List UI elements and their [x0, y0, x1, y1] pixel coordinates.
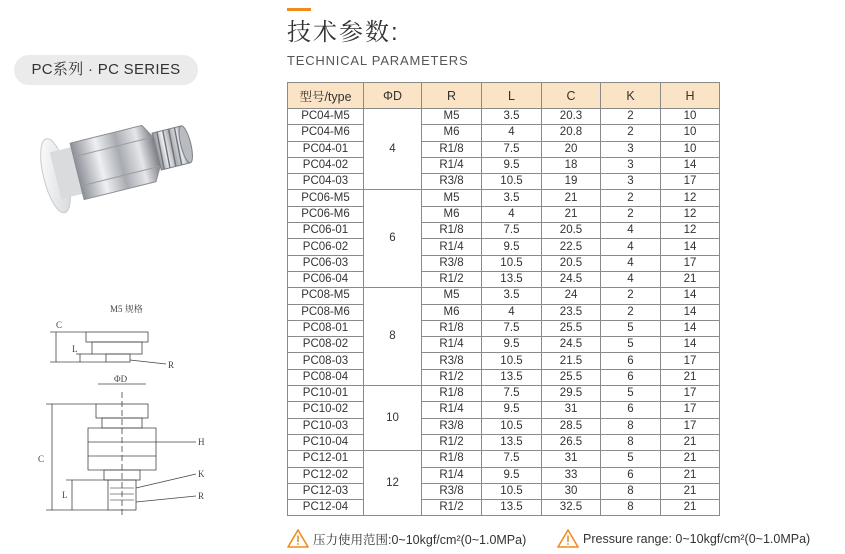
cell-c: 32.5: [542, 500, 601, 516]
cell-c: 24: [542, 288, 601, 304]
cell-model: PC04-M5: [288, 109, 364, 125]
cell-l: 10.5: [482, 255, 542, 271]
cell-h: 14: [661, 337, 720, 353]
cell-l: 4: [482, 206, 542, 222]
cell-diameter: 12: [364, 451, 422, 516]
cell-h: 21: [661, 369, 720, 385]
cell-c: 20.8: [542, 125, 601, 141]
cell-c: 29.5: [542, 386, 601, 402]
cell-model: PC06-04: [288, 271, 364, 287]
cell-h: 10: [661, 141, 720, 157]
cell-l: 9.5: [482, 467, 542, 483]
header-h: H: [661, 83, 720, 109]
cell-r: M6: [422, 206, 482, 222]
table-row: [288, 402, 720, 418]
cell-c: 28.5: [542, 418, 601, 434]
dim-d: ΦD: [114, 374, 128, 384]
cell-k: 5: [601, 320, 661, 336]
cell-l: 9.5: [482, 402, 542, 418]
cell-h: 21: [661, 467, 720, 483]
cell-r: R3/8: [422, 353, 482, 369]
cell-c: 20.3: [542, 109, 601, 125]
cell-model: PC06-M5: [288, 190, 364, 206]
cell-r: M5: [422, 288, 482, 304]
cell-c: 22.5: [542, 239, 601, 255]
cell-h: 14: [661, 288, 720, 304]
cell-k: 3: [601, 141, 661, 157]
cell-k: 2: [601, 190, 661, 206]
cell-c: 33: [542, 467, 601, 483]
cell-r: R1/2: [422, 500, 482, 516]
cell-r: R1/2: [422, 271, 482, 287]
cell-k: 4: [601, 239, 661, 255]
page-title: 技术参数:: [287, 19, 400, 46]
cell-l: 4: [482, 125, 542, 141]
cell-c: 21: [542, 206, 601, 222]
cell-h: 21: [661, 451, 720, 467]
cell-k: 2: [601, 206, 661, 222]
cell-model: PC10-03: [288, 418, 364, 434]
dim-c-top: C: [56, 320, 63, 330]
cell-h: 10: [661, 125, 720, 141]
dim-l-main: L: [62, 490, 68, 500]
cell-h: 14: [661, 239, 720, 255]
cell-l: 13.5: [482, 271, 542, 287]
cell-r: R1/8: [422, 141, 482, 157]
cell-k: 2: [601, 288, 661, 304]
table-row: [288, 320, 720, 336]
cell-h: 17: [661, 386, 720, 402]
pressure-note-cn-text: 压力使用范围:0~10kgf/cm²(0~1.0MPa): [313, 532, 527, 547]
header-r: R: [422, 83, 482, 109]
cell-model: PC04-02: [288, 157, 364, 173]
table-row: [288, 337, 720, 353]
cell-l: 7.5: [482, 141, 542, 157]
table-row: [288, 109, 720, 125]
cell-k: 8: [601, 483, 661, 499]
cell-c: 23.5: [542, 304, 601, 320]
cell-l: 13.5: [482, 500, 542, 516]
cell-k: 5: [601, 337, 661, 353]
table-body: [288, 109, 720, 516]
cell-r: R1/4: [422, 337, 482, 353]
table-row: [288, 369, 720, 385]
cell-k: 2: [601, 304, 661, 320]
cell-k: 8: [601, 418, 661, 434]
cell-r: R1/4: [422, 157, 482, 173]
cell-h: 12: [661, 223, 720, 239]
cell-c: 24.5: [542, 337, 601, 353]
table-row: [288, 451, 720, 467]
table-row: [288, 125, 720, 141]
cell-l: 10.5: [482, 418, 542, 434]
cell-r: R1/4: [422, 467, 482, 483]
cell-l: 4: [482, 304, 542, 320]
cell-h: 17: [661, 353, 720, 369]
cell-k: 4: [601, 255, 661, 271]
cell-l: 9.5: [482, 239, 542, 255]
cell-model: PC08-M5: [288, 288, 364, 304]
pressure-note-en-text: Pressure range: 0~10kgf/cm²(0~1.0MPa): [583, 531, 811, 546]
cell-c: 31: [542, 402, 601, 418]
cell-r: M6: [422, 304, 482, 320]
cell-k: 6: [601, 467, 661, 483]
header-k: K: [601, 83, 661, 109]
table-row: [288, 206, 720, 222]
cell-model: PC06-02: [288, 239, 364, 255]
cell-c: 20.5: [542, 223, 601, 239]
title-accent-bar: [287, 8, 311, 11]
cell-model: PC08-M6: [288, 304, 364, 320]
spec-label: M5 规格: [110, 304, 143, 314]
warning-icon: [557, 529, 579, 548]
cell-l: 10.5: [482, 353, 542, 369]
table-row: [288, 483, 720, 499]
table-row: [288, 141, 720, 157]
parameters-table: [287, 82, 720, 516]
pressure-note-en: [557, 529, 810, 548]
cell-h: 21: [661, 434, 720, 450]
dim-c-main: C: [38, 454, 45, 464]
cell-r: R1/8: [422, 320, 482, 336]
cell-model: PC12-03: [288, 483, 364, 499]
cell-h: 12: [661, 190, 720, 206]
cell-model: PC04-01: [288, 141, 364, 157]
cell-l: 10.5: [482, 483, 542, 499]
table-row: [288, 174, 720, 190]
cell-model: PC04-03: [288, 174, 364, 190]
cell-c: 25.5: [542, 320, 601, 336]
cell-r: R3/8: [422, 418, 482, 434]
cell-c: 18: [542, 157, 601, 173]
cell-model: PC12-01: [288, 451, 364, 467]
cell-l: 7.5: [482, 386, 542, 402]
cell-k: 6: [601, 353, 661, 369]
dim-r-top: R: [168, 360, 175, 370]
table-row: [288, 500, 720, 516]
cell-diameter: 8: [364, 288, 422, 386]
table-row: [288, 157, 720, 173]
cell-c: 25.5: [542, 369, 601, 385]
cell-r: M6: [422, 125, 482, 141]
header-l: L: [482, 83, 542, 109]
cell-k: 4: [601, 223, 661, 239]
dim-r-main: R: [198, 491, 205, 501]
cell-k: 3: [601, 157, 661, 173]
cell-diameter: 10: [364, 386, 422, 451]
table-row: [288, 223, 720, 239]
cell-l: 7.5: [482, 451, 542, 467]
cell-h: 17: [661, 418, 720, 434]
dim-l-top: L: [72, 344, 78, 354]
cell-l: 7.5: [482, 223, 542, 239]
cell-c: 21.5: [542, 353, 601, 369]
cell-r: R1/4: [422, 239, 482, 255]
table-row: [288, 386, 720, 402]
cell-r: R3/8: [422, 174, 482, 190]
cell-r: R1/8: [422, 386, 482, 402]
cell-model: PC06-03: [288, 255, 364, 271]
cell-model: PC06-01: [288, 223, 364, 239]
cell-r: R1/8: [422, 451, 482, 467]
cell-h: 21: [661, 483, 720, 499]
cell-model: PC08-01: [288, 320, 364, 336]
cell-h: 12: [661, 206, 720, 222]
table-header-row: [288, 83, 720, 109]
cell-model: PC12-04: [288, 500, 364, 516]
cell-c: 30: [542, 483, 601, 499]
cell-model: PC12-02: [288, 467, 364, 483]
warning-icon: [287, 529, 309, 548]
cell-r: R1/2: [422, 369, 482, 385]
cell-r: M5: [422, 190, 482, 206]
cell-model: PC06-M6: [288, 206, 364, 222]
cell-k: 6: [601, 369, 661, 385]
table-row: [288, 239, 720, 255]
cell-h: 14: [661, 304, 720, 320]
cell-k: 2: [601, 125, 661, 141]
cell-c: 21: [542, 190, 601, 206]
dim-k: K: [198, 469, 205, 479]
cell-h: 14: [661, 157, 720, 173]
cell-r: R3/8: [422, 255, 482, 271]
cell-c: 20: [542, 141, 601, 157]
cell-diameter: 4: [364, 109, 422, 190]
table-row: [288, 190, 720, 206]
cell-c: 31: [542, 451, 601, 467]
technical-drawing: [26, 292, 256, 542]
table-row: [288, 434, 720, 450]
header-d: ΦD: [364, 83, 422, 109]
cell-model: PC10-02: [288, 402, 364, 418]
header-c: C: [542, 83, 601, 109]
cell-l: 3.5: [482, 190, 542, 206]
cell-model: PC10-01: [288, 386, 364, 402]
cell-k: 5: [601, 451, 661, 467]
cell-k: 6: [601, 402, 661, 418]
cell-h: 17: [661, 402, 720, 418]
cell-l: 10.5: [482, 174, 542, 190]
cell-h: 17: [661, 174, 720, 190]
cell-l: 3.5: [482, 288, 542, 304]
cell-l: 13.5: [482, 434, 542, 450]
table-row: [288, 467, 720, 483]
cell-model: PC08-04: [288, 369, 364, 385]
cell-k: 8: [601, 500, 661, 516]
cell-model: PC08-03: [288, 353, 364, 369]
cell-l: 3.5: [482, 109, 542, 125]
cell-model: PC10-04: [288, 434, 364, 450]
cell-model: PC08-02: [288, 337, 364, 353]
cell-diameter: 6: [364, 190, 422, 288]
cell-l: 13.5: [482, 369, 542, 385]
cell-c: 24.5: [542, 271, 601, 287]
cell-r: R1/8: [422, 223, 482, 239]
cell-k: 8: [601, 434, 661, 450]
cell-c: 26.5: [542, 434, 601, 450]
cell-l: 9.5: [482, 157, 542, 173]
table-row: [288, 353, 720, 369]
header-type: 型号/type: [288, 83, 364, 109]
cell-c: 19: [542, 174, 601, 190]
product-photo: [36, 98, 206, 258]
pressure-note-cn: [287, 529, 526, 548]
table-row: [288, 304, 720, 320]
table-row: [288, 255, 720, 271]
series-badge: PC系列 · PC SERIES: [14, 55, 198, 85]
cell-k: 5: [601, 386, 661, 402]
cell-k: 3: [601, 174, 661, 190]
cell-r: R3/8: [422, 483, 482, 499]
cell-l: 7.5: [482, 320, 542, 336]
cell-c: 20.5: [542, 255, 601, 271]
cell-h: 21: [661, 271, 720, 287]
table-row: [288, 418, 720, 434]
cell-r: M5: [422, 109, 482, 125]
cell-l: 9.5: [482, 337, 542, 353]
cell-r: R1/4: [422, 402, 482, 418]
dim-h: H: [198, 437, 205, 447]
cell-h: 21: [661, 500, 720, 516]
cell-model: PC04-M6: [288, 125, 364, 141]
cell-h: 14: [661, 320, 720, 336]
cell-k: 4: [601, 271, 661, 287]
table-row: [288, 288, 720, 304]
cell-h: 17: [661, 255, 720, 271]
cell-r: R1/2: [422, 434, 482, 450]
cell-h: 10: [661, 109, 720, 125]
page-subtitle: TECHNICAL PARAMETERS: [287, 53, 469, 68]
table-row: [288, 271, 720, 287]
cell-k: 2: [601, 109, 661, 125]
